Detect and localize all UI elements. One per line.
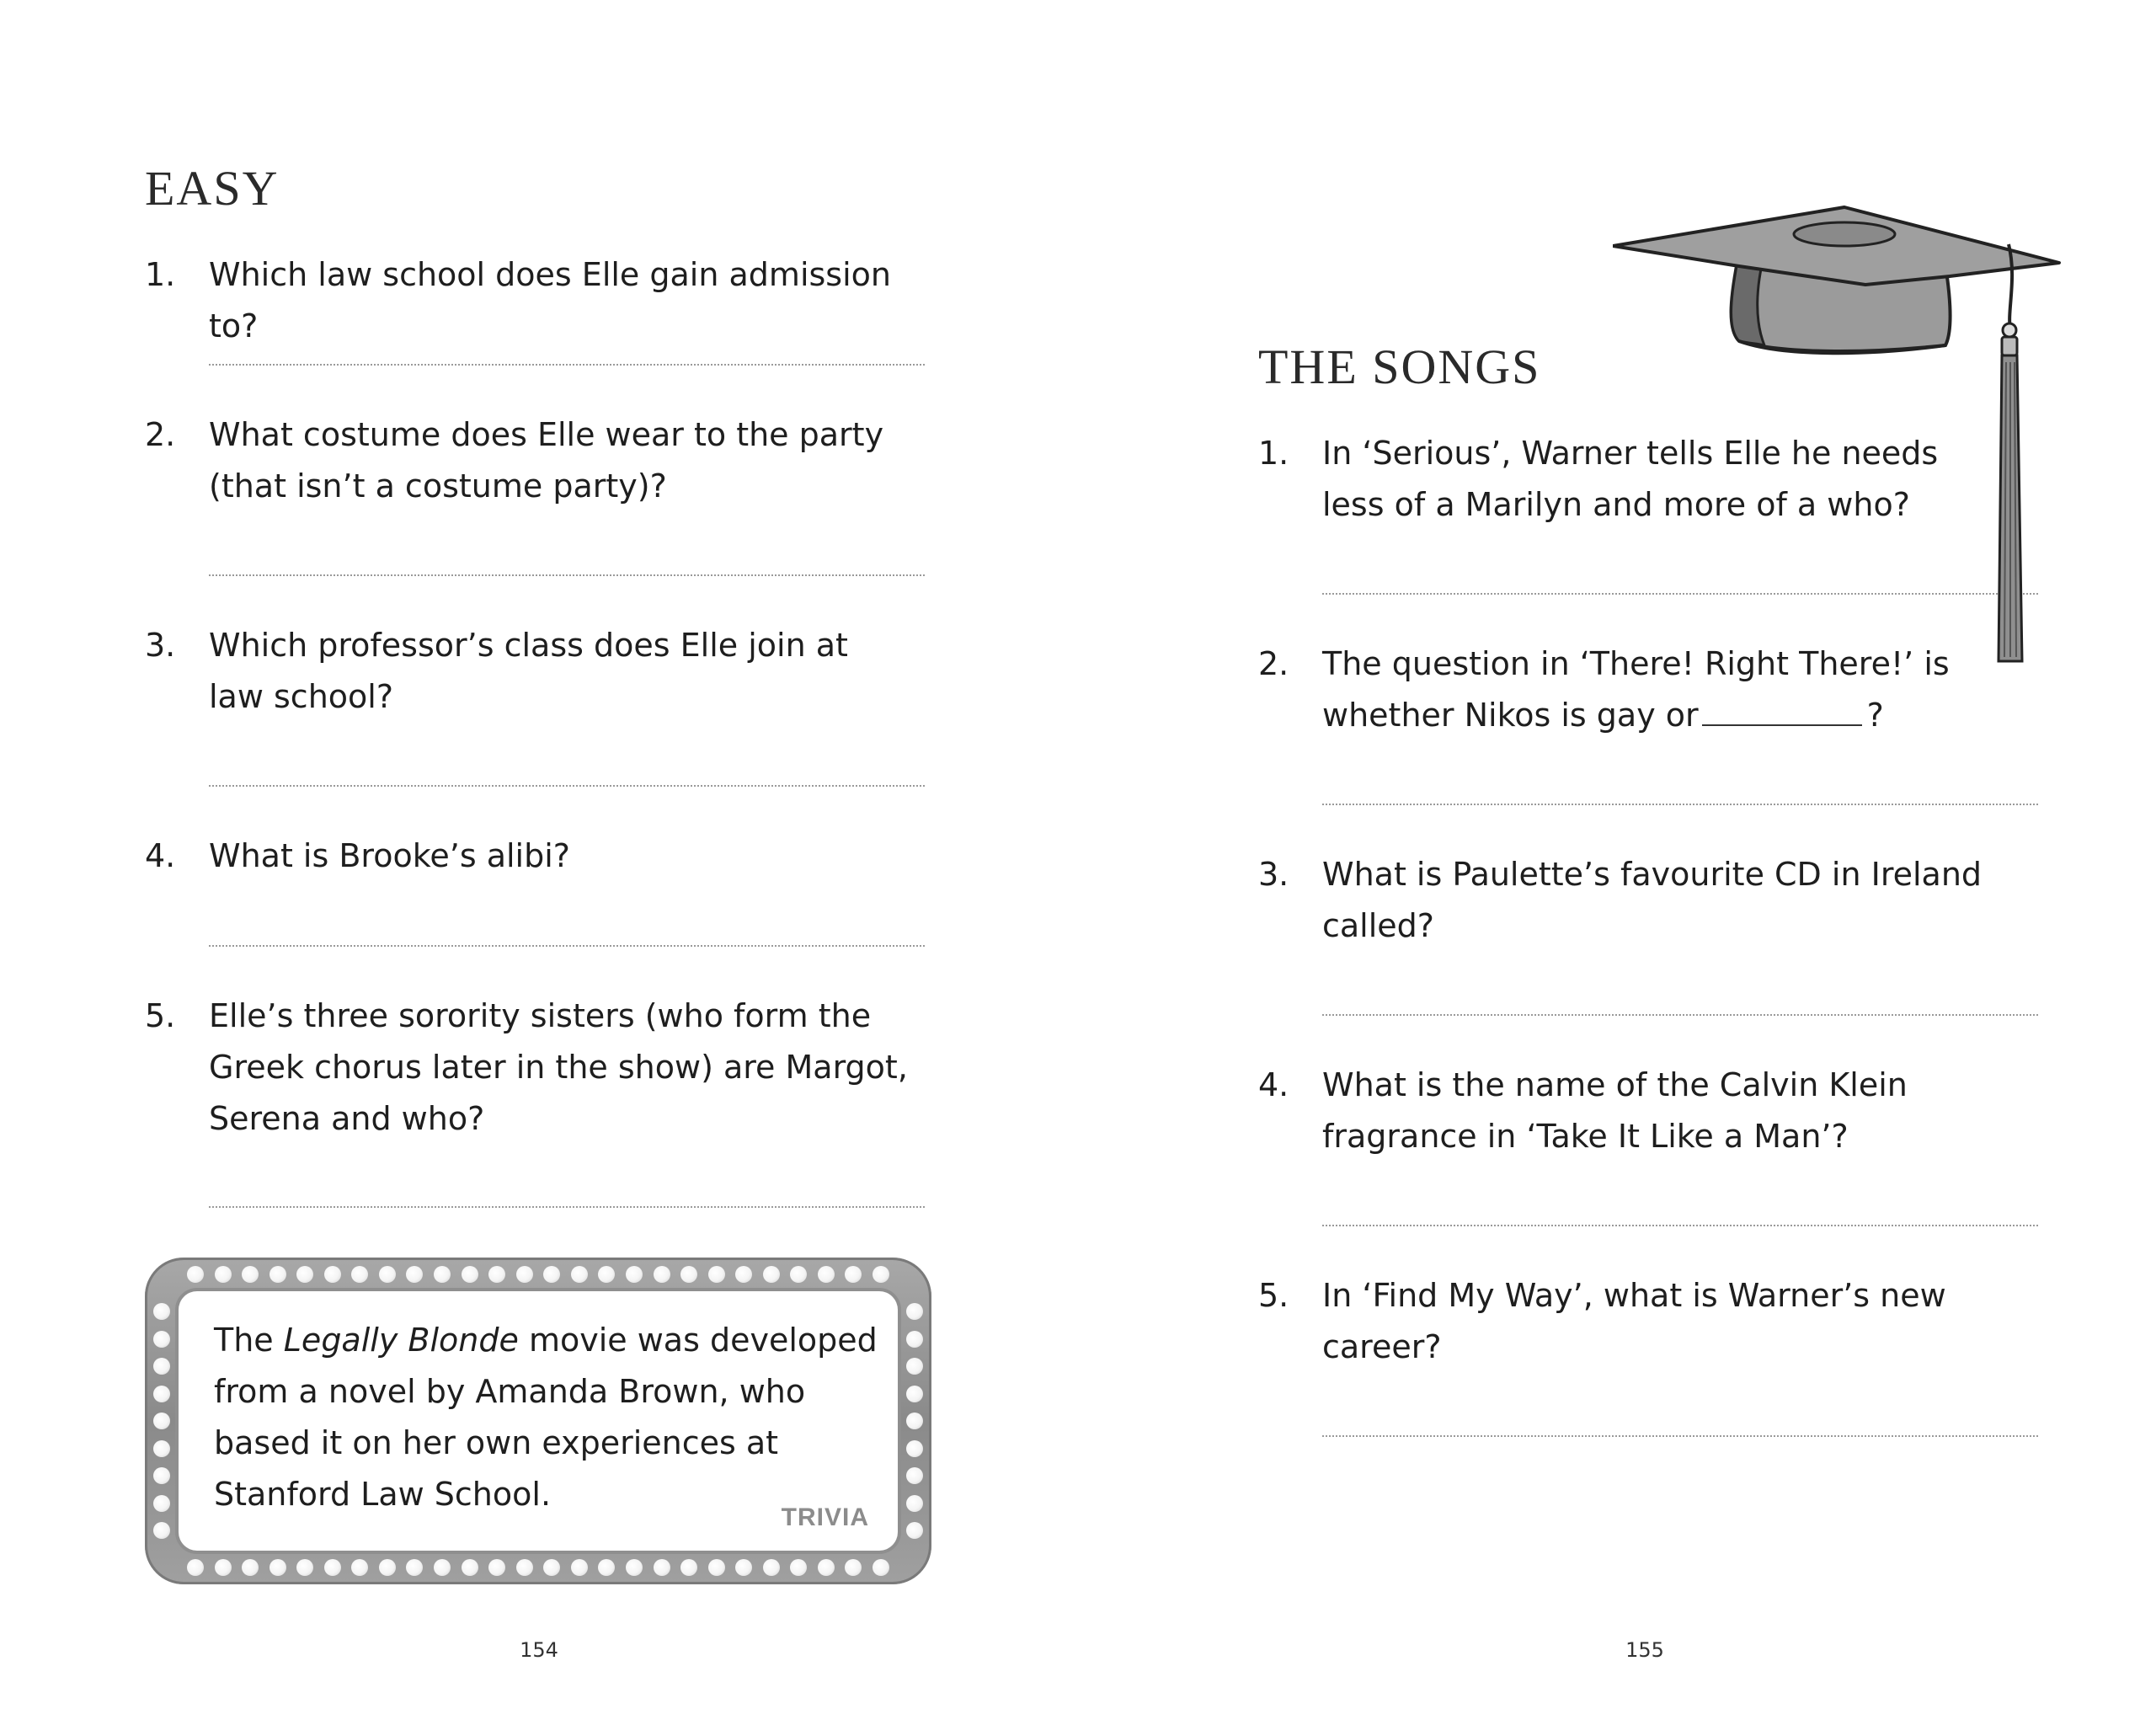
question-number: 1.	[1258, 435, 1289, 472]
marquee-bulb	[406, 1559, 423, 1576]
marquee-bulb	[735, 1266, 752, 1283]
marquee-bulb	[906, 1413, 923, 1429]
marquee-bulb	[906, 1522, 923, 1539]
marquee-bulb	[543, 1559, 560, 1576]
marquee-bulb	[906, 1386, 923, 1402]
marquee-bulb	[845, 1266, 862, 1283]
marquee-bulb	[488, 1559, 505, 1576]
marquee-bulb	[379, 1266, 396, 1283]
marquee-bulb	[654, 1559, 670, 1576]
marquee-bulb	[153, 1413, 170, 1429]
answer-line	[1322, 804, 2038, 805]
marquee-bulb	[153, 1386, 170, 1402]
trivia-text	[214, 1315, 879, 1520]
question-mark: ?	[1866, 697, 1884, 734]
answer-line	[1322, 1225, 2038, 1226]
marquee-bulb	[626, 1266, 643, 1283]
marquee-bulb	[324, 1559, 341, 1576]
marquee-bulb	[153, 1495, 170, 1512]
question-line: law school?	[209, 678, 394, 715]
question-line: Which law school does Elle gain admission to?	[209, 256, 891, 344]
section-heading-easy: EASY	[145, 161, 280, 216]
marquee-bulb	[680, 1559, 697, 1576]
marquee-bulb	[818, 1266, 835, 1283]
question-line: (that isn’t a costume party)?	[209, 467, 667, 505]
marquee-bulb	[598, 1266, 615, 1283]
question-line: career?	[1322, 1328, 1442, 1365]
question-number: 5.	[145, 997, 176, 1034]
marquee-bulb	[906, 1495, 923, 1512]
question-line: Greek chorus later in the show) are Margot,	[209, 1049, 908, 1086]
trivia-book-title: Legally Blonde	[283, 1322, 519, 1359]
question-line: What is the name of the Calvin Klein	[1322, 1066, 1908, 1103]
graduation-cap-icon	[1613, 202, 2068, 674]
marquee-bulb	[379, 1559, 396, 1576]
marquee-bulb	[873, 1266, 889, 1283]
marquee-bulb	[324, 1266, 341, 1283]
marquee-bulb	[462, 1559, 478, 1576]
marquee-bulb	[571, 1559, 588, 1576]
marquee-bulb	[296, 1559, 313, 1576]
question-number: 1.	[145, 256, 176, 293]
marquee-bulb	[906, 1358, 923, 1375]
answer-line	[209, 364, 925, 366]
question-line: fragrance in ‘Take It Like a Man’?	[1322, 1118, 1849, 1155]
trivia-label: TRIVIA	[781, 1503, 869, 1531]
marquee-bulb	[153, 1331, 170, 1348]
question-line: What is Brooke’s alibi?	[209, 837, 570, 874]
question-number: 2.	[1258, 645, 1289, 682]
marquee-bulb	[680, 1266, 697, 1283]
marquee-bulb	[845, 1559, 862, 1576]
question-line: What costume does Elle wear to the party	[209, 416, 884, 453]
fill-in-blank	[1702, 699, 1862, 726]
question-line: Serena and who?	[209, 1100, 485, 1137]
question-line: What is Paulette’s favourite CD in Ireland	[1322, 856, 1983, 893]
question-number: 4.	[1258, 1066, 1289, 1103]
marquee-bulb	[270, 1559, 286, 1576]
question-line: Which professor’s class does Elle join at	[209, 627, 848, 664]
question-number: 5.	[1258, 1277, 1289, 1314]
marquee-bulb	[735, 1559, 752, 1576]
marquee-bulb	[153, 1303, 170, 1320]
answer-line	[209, 785, 925, 787]
marquee-bulb	[873, 1559, 889, 1576]
trivia-text-rest: movie was developed	[518, 1322, 878, 1359]
marquee-bulb	[906, 1303, 923, 1320]
marquee-bulb	[790, 1266, 807, 1283]
answer-line	[209, 945, 925, 947]
question-line: In ‘Serious’, Warner tells Elle he needs	[1322, 435, 1939, 472]
marquee-bulb	[187, 1266, 204, 1283]
marquee-bulb	[818, 1559, 835, 1576]
marquee-bulb	[187, 1559, 204, 1576]
answer-line	[1322, 1435, 2038, 1437]
question-line: whether Nikos is gay or	[1322, 697, 1699, 734]
marquee-bulb	[406, 1266, 423, 1283]
marquee-bulb	[626, 1559, 643, 1576]
marquee-bulb	[790, 1559, 807, 1576]
question-line: Elle’s three sorority sisters (who form the	[209, 997, 872, 1034]
question-number: 3.	[1258, 856, 1289, 893]
marquee-bulb	[153, 1522, 170, 1539]
trivia-line: based it on her own experiences at	[214, 1424, 779, 1461]
marquee-bulb	[708, 1559, 725, 1576]
marquee-bulb	[654, 1266, 670, 1283]
question-number: 4.	[145, 837, 176, 874]
marquee-bulb	[906, 1440, 923, 1457]
answer-line	[1322, 1014, 2038, 1016]
marquee-bulb	[153, 1358, 170, 1375]
question-line: less of a Marilyn and more of a who?	[1322, 486, 1910, 523]
question-line: The question in ‘There! Right There!’ is	[1322, 645, 1950, 682]
page-number: 155	[1625, 1638, 1664, 1662]
marquee-bulb	[763, 1266, 780, 1283]
marquee-bulb	[598, 1559, 615, 1576]
marquee-bulb	[543, 1266, 560, 1283]
page-number: 154	[520, 1638, 558, 1662]
trivia-line: Stanford Law School.	[214, 1476, 552, 1513]
marquee-bulb	[270, 1266, 286, 1283]
answer-line	[209, 1206, 925, 1208]
marquee-bulb	[516, 1266, 533, 1283]
answer-line	[209, 574, 925, 576]
marquee-bulb	[242, 1266, 259, 1283]
marquee-bulb	[215, 1266, 232, 1283]
marquee-bulb	[215, 1559, 232, 1576]
marquee-bulb	[351, 1266, 368, 1283]
marquee-bulb	[906, 1331, 923, 1348]
marquee-bulb	[351, 1559, 368, 1576]
marquee-bulb	[434, 1266, 451, 1283]
marquee-bulb	[906, 1467, 923, 1484]
marquee-bulb	[462, 1266, 478, 1283]
marquee-bulb	[153, 1440, 170, 1457]
marquee-bulb	[242, 1559, 259, 1576]
trivia-marquee-box	[145, 1258, 931, 1584]
marquee-bulb	[296, 1266, 313, 1283]
marquee-bulb	[708, 1266, 725, 1283]
question-number: 2.	[145, 416, 176, 453]
marquee-bulb	[434, 1559, 451, 1576]
question-number: 3.	[145, 627, 176, 664]
trivia-line: from a novel by Amanda Brown, who	[214, 1373, 806, 1410]
marquee-bulb	[516, 1559, 533, 1576]
question-line: called?	[1322, 907, 1434, 944]
marquee-bulb	[488, 1266, 505, 1283]
marquee-bulb	[153, 1467, 170, 1484]
marquee-bulb	[763, 1559, 780, 1576]
trivia-panel	[179, 1291, 898, 1551]
trivia-text-prefix: The	[214, 1322, 284, 1359]
section-heading-songs: THE SONGS	[1258, 339, 1541, 394]
marquee-bulb	[571, 1266, 588, 1283]
question-line: In ‘Find My Way’, what is Warner’s new	[1322, 1277, 1946, 1314]
